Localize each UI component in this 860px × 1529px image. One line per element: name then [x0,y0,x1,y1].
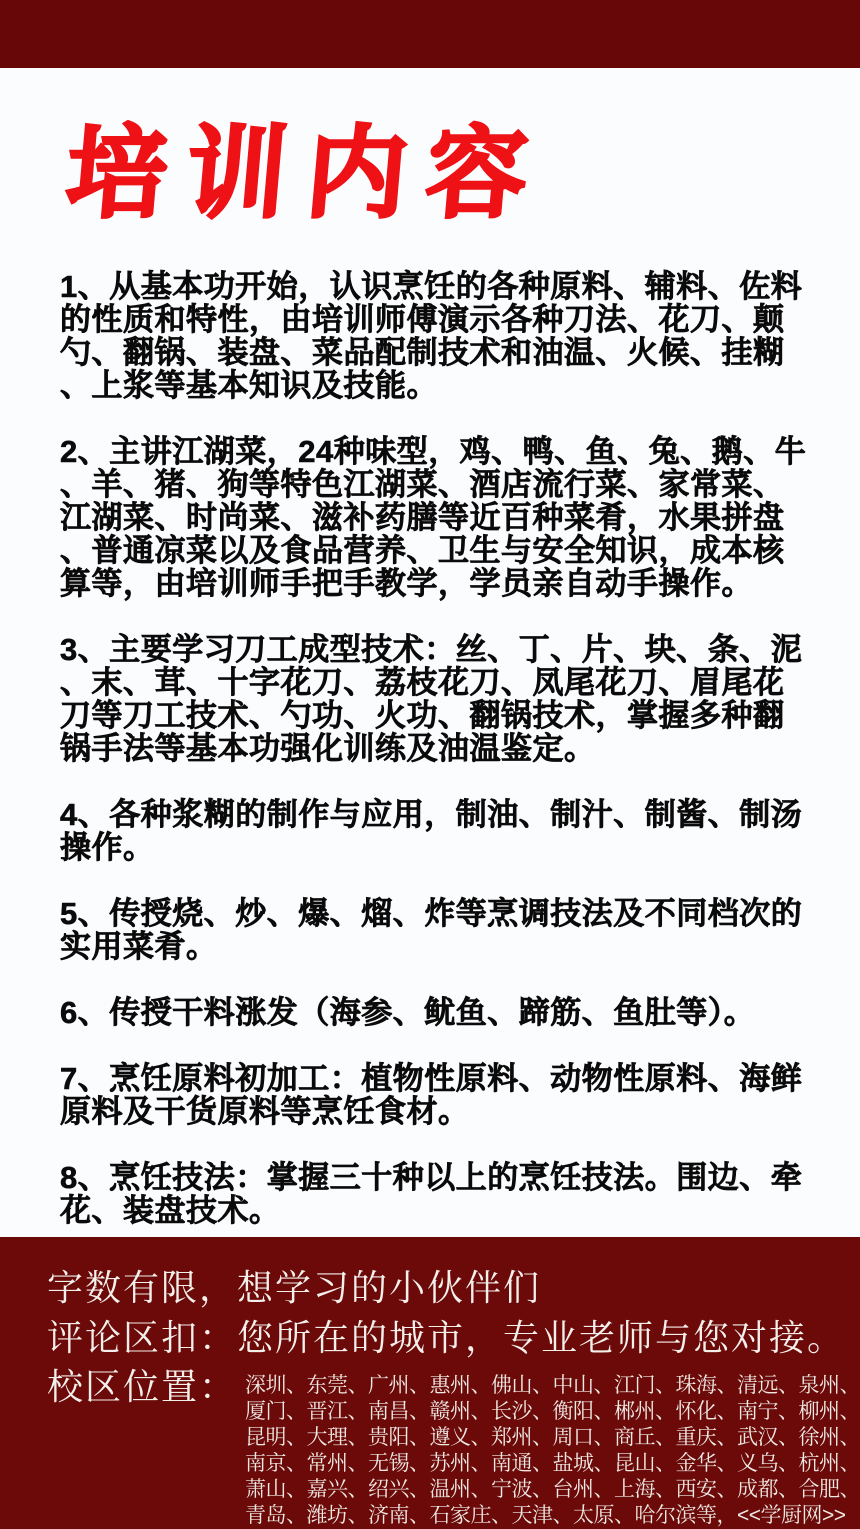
paragraph-line: 算等，由培训师手把手教学，学员亲自动手操作。 [60,566,753,601]
footer-comment-line: 评论区扣：您所在的城市，专业老师与您对接。 [47,1317,846,1358]
campus-location-label: 校区位置： [47,1366,238,1407]
poster-body [0,68,860,1237]
paragraph-line: 江湖菜、时尚菜、滋补药膳等近百种菜肴，水果拼盘 [60,500,785,535]
paragraph-line: 实用菜肴。 [60,929,218,964]
paragraph-line: 操作。 [60,830,155,865]
footer [0,1237,860,1529]
city-list-line: 厦门、晋江、南昌、赣州、长沙、衡阳、郴州、怀化、南宁、柳州、 [245,1400,860,1423]
campus-cities-list [245,1365,860,1529]
training-item-5 [60,897,826,963]
paragraph-line: 、普通凉菜以及食品营养、卫生与安全知识，成本核 [60,533,785,568]
paragraph-line: 2、主讲江湖菜，24种味型，鸡、鸭、鱼、兔、鹅、牛 [60,434,807,469]
paragraph-line: 8、烹饪技法：掌握三十种以上的烹饪技法。围边、牵 [60,1160,803,1195]
paragraph-line: 原料及干货原料等烹饪食材。 [60,1094,470,1129]
city-list-line: 萧山、嘉兴、绍兴、温州、宁波、台州、上海、西安、成都、合肥、 [245,1478,860,1501]
city-list-line: 青岛、潍坊、济南、石家庄、天津、太原、哈尔滨等，<<学厨网>> [245,1504,846,1527]
paragraph-line: 5、传授烧、炒、爆、熘、炸等烹调技法及不同档次的 [60,896,803,931]
paragraph-line: 7、烹饪原料初加工：植物性原料、动物性原料、海鲜 [60,1061,803,1096]
training-item-3 [60,633,826,765]
paragraph-line: 锅手法等基本功强化训练及油温鉴定。 [60,731,596,766]
city-list-line: 深圳、东莞、广州、惠州、佛山、中山、江门、珠海、清远、泉州、 [245,1374,860,1397]
training-item-7 [60,1062,826,1128]
paragraph-line: 勺、翻锅、装盘、菜品配制技术和油温、火候、挂糊 [60,335,785,370]
paragraph-line: 4、各种浆糊的制作与应用，制油、制汁、制酱、制汤 [60,797,803,832]
training-item-6 [60,996,826,1029]
training-content-list [60,270,826,1227]
top-band [0,0,860,68]
paragraph-line: 花、装盘技术。 [60,1193,281,1228]
paragraph-line: 刀等刀工技术、勺功、火功、翻锅技术，掌握多种翻 [60,698,785,733]
paragraph-line: 、上浆等基本知识及技能。 [60,368,438,403]
page-title: 培训内容 [62,118,552,230]
paragraph-line: 、羊、猪、狗等特色江湖菜、酒店流行菜、家常菜、 [60,467,785,502]
paragraph-line: 1、从基本功开始，认识烹饪的各种原料、辅料、佐料 [60,269,803,304]
paragraph-line: 、末、茸、十字花刀、荔枝花刀、凤尾花刀、眉尾花 [60,665,785,700]
campus-location-row [47,1365,860,1529]
paragraph-line: 6、传授干料涨发（海参、鱿鱼、蹄筋、鱼肚等）。 [60,995,756,1030]
training-item-8 [60,1161,826,1227]
training-item-4 [60,798,826,864]
footer-note-line: 字数有限，想学习的小伙伴们 [47,1267,542,1308]
city-list-line: 昆明、大理、贵阳、遵义、郑州、周口、商丘、重庆、武汉、徐州、 [245,1426,860,1449]
training-item-2 [60,435,826,600]
training-item-1 [60,270,826,402]
city-list-line: 南京、常州、无锡、苏州、南通、盐城、昆山、金华、义乌、杭州、 [245,1452,860,1475]
paragraph-line: 的性质和特性，由培训师傅演示各种刀法、花刀、颠 [60,302,785,337]
paragraph-line: 3、主要学习刀工成型技术：丝、丁、片、块、条、泥 [60,632,803,667]
